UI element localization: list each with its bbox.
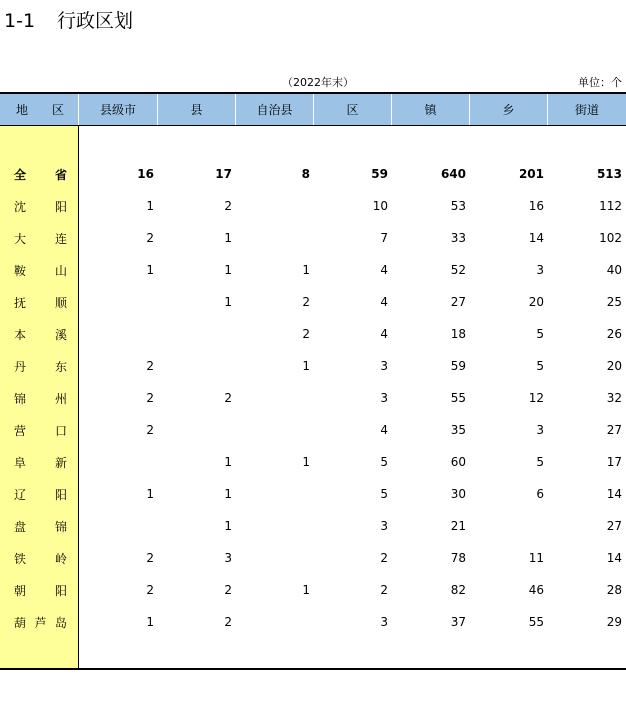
region-name-char: 锦 <box>14 391 27 406</box>
table-row <box>0 510 626 542</box>
table-cell: 201 <box>518 167 544 181</box>
table-cell: 7 <box>380 231 388 245</box>
table-cell: 5 <box>536 359 544 373</box>
region-name <box>0 294 79 311</box>
region-name-char: 阳 <box>54 199 67 214</box>
table-cell: 2 <box>224 583 232 597</box>
unit-label: 单位：个 <box>578 76 622 89</box>
table-cell: 1 <box>224 295 232 309</box>
table-cell: 37 <box>450 615 466 629</box>
table-cell: 3 <box>380 391 388 405</box>
region-name-char: 大 <box>14 231 27 246</box>
table-cell: 6 <box>536 487 544 501</box>
table-cell: 12 <box>528 391 544 405</box>
region-name <box>0 390 79 407</box>
table-header <box>0 94 626 126</box>
region-name-char: 省 <box>54 167 67 182</box>
table-row <box>0 286 626 318</box>
table-subtitle: （2022年末） <box>282 76 354 89</box>
region-name <box>0 582 79 599</box>
table-title: 行政区划 <box>57 10 134 32</box>
table-cell: 40 <box>606 263 622 277</box>
table-cell: 25 <box>606 295 622 309</box>
region-name <box>0 518 79 535</box>
table-cell: 2 <box>146 423 154 437</box>
table-cell: 53 <box>450 199 466 213</box>
region-name-char: 岛 <box>54 615 67 630</box>
region-name-char: 溪 <box>54 327 67 342</box>
table-cell: 52 <box>450 263 466 277</box>
table-cell: 21 <box>450 519 466 533</box>
region-name-char: 山 <box>54 263 67 278</box>
table-cell: 4 <box>380 263 388 277</box>
table-row <box>0 190 626 222</box>
table-cell: 2 <box>302 327 310 341</box>
page-title <box>4 6 133 33</box>
table-row <box>0 382 626 414</box>
table-cell: 1 <box>302 455 310 469</box>
table-cell: 1 <box>224 231 232 245</box>
table-cell: 2 <box>380 583 388 597</box>
table-cell: 16 <box>137 167 154 181</box>
table-cell: 1 <box>302 583 310 597</box>
table-row <box>0 318 626 350</box>
table-cell: 1 <box>224 487 232 501</box>
region-name-char: 东 <box>54 359 67 374</box>
region-name-char: 丹 <box>14 359 27 374</box>
header-region <box>0 94 79 125</box>
region-name-char: 盘 <box>14 519 27 534</box>
table-cell: 29 <box>606 615 622 629</box>
region-name-char: 岭 <box>54 551 67 566</box>
region-name <box>0 550 79 567</box>
region-name-char: 锦 <box>54 519 67 534</box>
region-name-char: 阜 <box>14 455 27 470</box>
table-cell: 3 <box>380 519 388 533</box>
region-name <box>0 454 79 471</box>
table-cell: 33 <box>450 231 466 245</box>
table-cell: 1 <box>146 263 154 277</box>
table-cell: 5 <box>380 455 388 469</box>
table-cell: 14 <box>528 231 544 245</box>
region-name-char: 朝 <box>14 583 27 598</box>
table-cell: 3 <box>536 263 544 277</box>
table-cell: 2 <box>302 295 310 309</box>
header-district: 区 <box>314 94 392 125</box>
table-cell: 1 <box>146 199 154 213</box>
region-name-char: 州 <box>54 391 67 406</box>
table-cell: 1 <box>224 455 232 469</box>
table-cell: 20 <box>606 359 622 373</box>
table-cell: 1 <box>224 519 232 533</box>
table-cell: 26 <box>606 327 622 341</box>
table-cell: 35 <box>450 423 466 437</box>
region-name <box>0 166 79 183</box>
table-cell: 112 <box>599 199 622 213</box>
region-name <box>0 358 79 375</box>
table-cell: 4 <box>380 295 388 309</box>
table-cell: 46 <box>528 583 544 597</box>
table-cell: 4 <box>380 327 388 341</box>
region-name <box>0 614 79 631</box>
table-number: 1-1 <box>4 10 36 32</box>
table-cell: 3 <box>380 615 388 629</box>
table-cell: 17 <box>606 455 622 469</box>
header-township: 乡 <box>470 94 548 125</box>
table-row <box>0 606 626 638</box>
region-name <box>0 422 79 439</box>
table-cell: 4 <box>380 423 388 437</box>
table-row <box>0 446 626 478</box>
region-name <box>0 262 79 279</box>
region-name <box>0 326 79 343</box>
table-cell: 20 <box>528 295 544 309</box>
header-region-char: 地 <box>16 103 29 117</box>
region-name-char: 新 <box>54 455 67 470</box>
table-cell: 513 <box>596 167 622 181</box>
table-cell: 2 <box>146 231 154 245</box>
table-cell: 5 <box>536 327 544 341</box>
region-name-char: 本 <box>14 327 27 342</box>
table-row <box>0 254 626 286</box>
table-row-total <box>0 158 626 190</box>
table-cell: 14 <box>606 487 622 501</box>
table-cell: 2 <box>380 551 388 565</box>
table-cell: 640 <box>440 167 466 181</box>
region-name <box>0 486 79 503</box>
table-cell: 2 <box>224 199 232 213</box>
table-cell: 1 <box>224 263 232 277</box>
table-cell: 82 <box>450 583 466 597</box>
header-town: 镇 <box>392 94 470 125</box>
table-cell: 18 <box>450 327 466 341</box>
region-name-char: 芦 <box>34 615 47 630</box>
region-name-char: 辽 <box>14 487 27 502</box>
region-name-char: 鞍 <box>14 263 27 278</box>
table-cell: 28 <box>606 583 622 597</box>
table-cell: 2 <box>146 391 154 405</box>
region-name <box>0 198 79 215</box>
table-cell: 5 <box>380 487 388 501</box>
table-cell: 27 <box>606 423 622 437</box>
region-name-char: 口 <box>54 423 67 438</box>
table-body <box>0 158 626 638</box>
table-cell: 60 <box>450 455 466 469</box>
region-name-char: 全 <box>14 167 27 182</box>
region-name <box>0 230 79 247</box>
header-county: 县 <box>158 94 236 125</box>
table-cell: 27 <box>606 519 622 533</box>
table-cell: 27 <box>450 295 466 309</box>
table-cell: 10 <box>372 199 388 213</box>
region-name-char: 葫 <box>14 615 27 630</box>
table-cell: 1 <box>146 615 154 629</box>
table-cell: 30 <box>450 487 466 501</box>
table-row <box>0 542 626 574</box>
table-cell: 14 <box>606 551 622 565</box>
table-cell: 78 <box>450 551 466 565</box>
table-row <box>0 574 626 606</box>
table-cell: 55 <box>450 391 466 405</box>
bottom-rule <box>0 668 626 670</box>
table-cell: 1 <box>302 359 310 373</box>
region-name-char: 抚 <box>14 295 27 310</box>
region-name-char: 阳 <box>54 487 67 502</box>
table-cell: 32 <box>606 391 622 405</box>
region-name-char: 顺 <box>54 295 67 310</box>
table-cell: 2 <box>146 359 154 373</box>
table-cell: 3 <box>380 359 388 373</box>
table-cell: 1 <box>302 263 310 277</box>
region-name-char: 阳 <box>54 583 67 598</box>
table-cell: 59 <box>450 359 466 373</box>
table-cell: 2 <box>146 551 154 565</box>
table-cell: 11 <box>528 551 544 565</box>
table-row <box>0 414 626 446</box>
region-name-char: 营 <box>14 423 27 438</box>
header-autonomous-county: 自治县 <box>236 94 314 125</box>
header-region-char: 区 <box>51 103 64 117</box>
table-cell: 3 <box>224 551 232 565</box>
table-cell: 1 <box>146 487 154 501</box>
table-cell: 2 <box>224 391 232 405</box>
table-cell: 3 <box>536 423 544 437</box>
table-row <box>0 222 626 254</box>
region-name-char: 连 <box>54 231 67 246</box>
table-cell: 5 <box>536 455 544 469</box>
table-row <box>0 478 626 510</box>
table-cell: 8 <box>301 167 310 181</box>
table-cell: 59 <box>371 167 388 181</box>
table-cell: 55 <box>528 615 544 629</box>
region-name-char: 沈 <box>14 199 27 214</box>
region-name-char: 铁 <box>14 551 27 566</box>
table-cell: 16 <box>528 199 544 213</box>
header-subdistrict: 街道 <box>548 94 626 125</box>
table-cell: 2 <box>224 615 232 629</box>
table-row <box>0 350 626 382</box>
header-county-city: 县级市 <box>79 94 158 125</box>
table-cell: 2 <box>146 583 154 597</box>
table-cell: 102 <box>599 231 622 245</box>
table-cell: 17 <box>215 167 232 181</box>
